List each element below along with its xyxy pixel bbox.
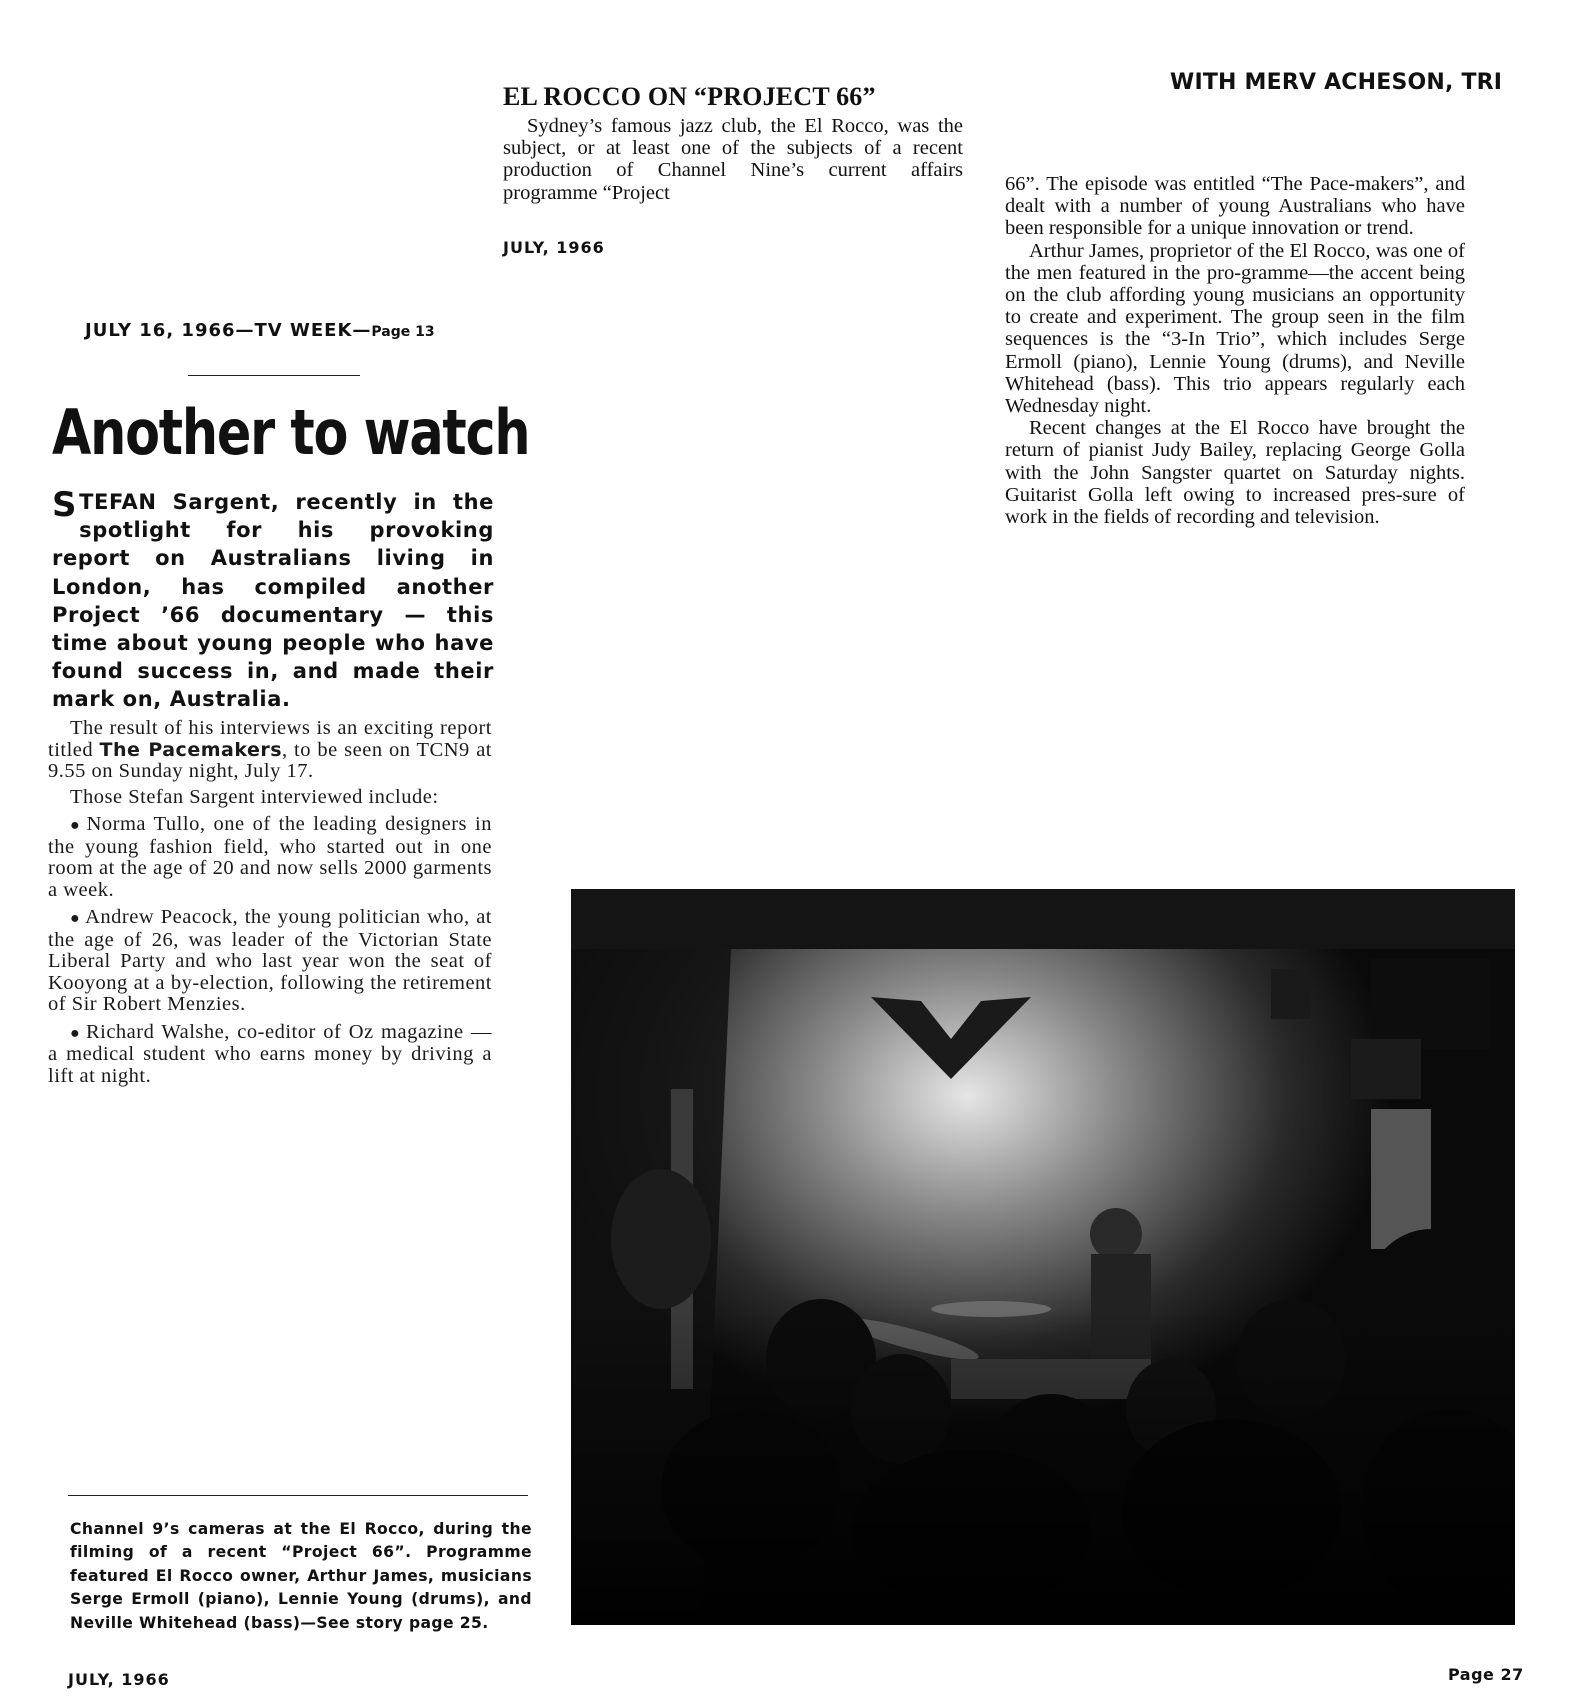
article-paragraph-2: Those Stefan Sargent interviewed include: bbox=[70, 785, 439, 808]
article-headline: Another to watch bbox=[52, 396, 530, 469]
el-rocco-story-column-1 bbox=[503, 115, 963, 204]
list-item-text: Andrew Peacock, the young politician who, at the age of 26, was leader of the Victorian State Liberal Party and who last year won the seat of Kooyong at a by-election, following the retirement of Sir Robert Menzies. bbox=[48, 906, 492, 1015]
article-intro bbox=[52, 485, 494, 714]
article-body bbox=[48, 718, 492, 1091]
tv-week-page: Page 13 bbox=[371, 324, 435, 340]
paragraph-1-text-a: The result of his interviews is an exciting report titled bbox=[48, 717, 492, 761]
middle-dateline: JULY, 1966 bbox=[503, 238, 605, 257]
list-item-text: Richard Walshe, co-editor of Oz magazine — a medical student who earns money by driving a lift at night. bbox=[48, 1020, 492, 1087]
intro-text: TEFAN Sargent, recently in the spotlight for his provoking report on Australians living in London, has compiled another Project ’66 documentary — this time about young people who have found success in, and made their mark on, Australia. bbox=[52, 490, 494, 712]
jazz-club-photo bbox=[571, 889, 1515, 1625]
tv-week-dateline bbox=[85, 320, 435, 341]
photo-caption: Channel 9’s cameras at the El Rocco, during the filming of a recent “Project 66”. Programme featured El Rocco owner, Arthur James, musicians Serge Ermoll (piano), Lennie Young (drums), and Neville Whitehead (bass)—See story page 25. bbox=[70, 1520, 532, 1632]
article-paragraph-1 bbox=[48, 718, 492, 783]
bullet-dot-icon: ● bbox=[70, 910, 82, 927]
list-item bbox=[48, 1022, 492, 1088]
bullet-dot-icon: ● bbox=[70, 1024, 82, 1042]
caption-divider bbox=[68, 1495, 528, 1496]
footer-date: JULY, 1966 bbox=[68, 1670, 170, 1689]
drop-cap: S bbox=[52, 485, 78, 525]
column-header: WITH MERV ACHESON, TRI bbox=[1170, 70, 1503, 95]
tv-week-date: JULY 16, 1966—TV WEEK— bbox=[85, 320, 372, 341]
paragraph-1-text-b: , to be seen on TCN9 at 9.55 on Sunday night, July 17. bbox=[48, 738, 492, 782]
el-rocco-story-column-2 bbox=[1005, 173, 1465, 528]
bullet-dot-icon: ● bbox=[70, 817, 83, 834]
divider bbox=[188, 375, 360, 376]
photo-illustration bbox=[571, 889, 1515, 1625]
el-rocco-paragraph-3: Recent changes at the El Rocco have brought the return of pianist Judy Bailey, replacing George Golla with the John Sangster quartet on Saturday nights. Guitarist Golla left owing to increased pres-sure of work in the fields of recording and television. bbox=[1005, 417, 1465, 529]
el-rocco-paragraph-1a: Sydney’s famous jazz club, the El Rocco, was the subject, or at least one of the subjects of a recent production of Channel Nine’s current affairs programme “Project bbox=[503, 115, 963, 204]
el-rocco-paragraph-2: Arthur James, proprietor of the El Rocco, was one of the men featured in the pro-gramme—the accent being on the club affording young musicians an opportunity to create and experiment. The group seen in the film sequences is the “3-In Trio”, which includes Serge Ermoll (piano), Lennie Young (drums), and Neville Whitehead (bass). This trio appears regularly each Wednesday night. bbox=[1005, 239, 1465, 418]
list-item-text: Norma Tullo, one of the leading designers in the young fashion field, who started out in one room at the age of 20 and now sells 2000 garments a week. bbox=[48, 813, 492, 901]
el-rocco-headline: EL ROCCO ON “PROJECT 66” bbox=[503, 82, 876, 111]
list-item bbox=[48, 814, 492, 901]
programme-title: The Pacemakers bbox=[99, 738, 283, 761]
el-rocco-paragraph-1b: 66”. The episode was entitled “The Pace-makers”, and dealt with a number of young Australians who have been responsible for a unique innovation or trend. bbox=[1005, 173, 1465, 240]
page-number: Page 27 bbox=[1448, 1665, 1524, 1684]
list-item bbox=[48, 907, 492, 1016]
